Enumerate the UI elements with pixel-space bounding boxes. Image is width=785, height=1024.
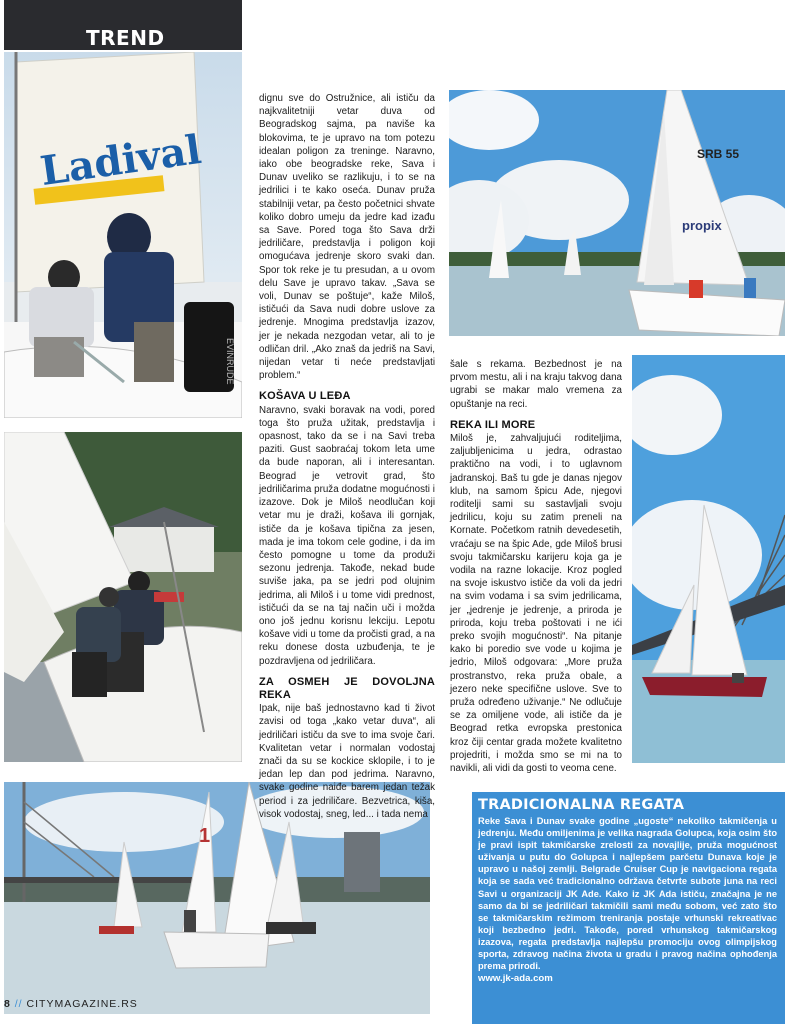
article-intro-paragraph: dignu sve do Ostružnice, ali ističu da najkvalitetniji vetar duva od Beogradskog sajma, pa naviše ka blokovima, te je upravo na tom potezu idealan poligon za treninge. Naravno, iako obe beogradske reke, Sava i Dunav uveliko se razlikuju, i to se na jedrilici i te kako oseća. Dunav pruža stabilniji vetar, pa često početnici shvate koliko dobro umeju da jedre kad izađu sa Save. Pored toga što Sava drži jedriličare, predstavlja i poligon koji omogućava jedrenje skoro svaki dan. Spor tok reke je tu presudan, a u ovom delu Save je upravo takav. „Sava se voli, Dunav se poštuje“, kaže Miloš, ističući da Sava nudi dobre uslove za jedrenje. Mnogima predstavlja izazov, jer je nekada nezgodan vetar, ali to je odličan dril. „Ako znaš da jedriš na Savi, nijedan vetar ti neće predstavljati problem.“ <box>259 93 435 382</box>
article-column-1 <box>259 92 435 821</box>
article-continuation-paragraph: šale s rekama. Bezbednost je na prvom mestu, ali i na kraju takvog dana ugrabi se makar malo vremena za opuštanje na reci. <box>450 359 622 410</box>
sail-brand-text: propix <box>682 218 722 233</box>
section-title: TREND <box>86 26 165 50</box>
footer-separator: // <box>14 998 23 1010</box>
regata-sidebar-box <box>472 792 785 1024</box>
page-number: 8 <box>4 998 11 1010</box>
regata-text: Reke Sava i Dunav svake godine „ugoste“ nekoliko takmičenja u jedrenju. Među omiljenima je velika nagrada Golupca, koja osim što je pravi ispit takmičarske zrelosti za novajlije, pruža mogućnost uživanja u putu do Golupca i najlepšem parčetu Dunava koje je upravo u našoj zemlji. Belgrade Cruiser Cup je navigaciona regata koja se sada već tradicionalno održava četvrte subote juna na reci Savi u organizaciji JK Ade. Kako iz JK Ada ističu, značajna je ne samo da bi se jedriličari takmičili sami među sobom, već zato što se takmičarskim režimom treniranja postaje vrhunski rekreativac koji bezbedno jedri. Takođe, pored vrhunskog takmičarskog izazova, regata predstavlja najlepšu promociju ovog olimpijskog sporta, zdravog načina života u gradu i pravog načina ophođenja prema prirodi. <box>478 816 777 972</box>
page-footer <box>4 998 138 1010</box>
photo-sailors-ladival <box>4 52 242 418</box>
engine-brand-text: EVINRUDE <box>225 338 235 385</box>
section-header <box>4 0 242 50</box>
heading-kosava: KOŠAVA U LEĐA <box>259 390 351 403</box>
photo-boat-bridge <box>632 355 785 763</box>
svg-text:1: 1 <box>199 825 211 847</box>
article-column-2 <box>450 358 622 775</box>
photo-boat-srb55 <box>449 90 785 336</box>
heading-osmeh: ZA OSMEH JE DOVOLJNA REKA <box>259 675 435 701</box>
article-more-paragraph: Miloš je, zahvaljujući roditeljima, zaljubljenicima u jedra, odrastao praktično na vodi, i to uglavnom jadranskoj. Baš tu gde je danas njegov klub, na samom špicu Ade, njegovi roditelji sami su sastavljali svoju jedrilicu, koju su zatim preneli na Kornate. Početkom ratnih devedesetih, vraćaju se na špic Ade, gde Miloš brusi svoju takmičarsku karijeru koja ga je vodila na razne lokacije. Kroz pogled na svoje iskustvo ističe da voli da jedri na svim vodama i sa svim jedrilicama, jer „jedrenje je jedrenje, a priroda je priroda, koju treba poštovati i ne ići preko svojih mogućnosti“. Na pitanje kako bi poredio sve vode u kojima je jedrio, Miloš odgovara: „More pruža prostranstvo, reka pruža obale, a jezero neke specifične uslove. Sve to pruža određeno uživanje.“ Ne odlučuje se za omiljene vode, ali ističe da je Beograd retka evropska prestonica kroz čiji centar grada možete kvalitetno projedriti, i možda smo se mi na to navikli, ali vidi da gosti to veoma cene. <box>450 433 622 775</box>
article-osmeh-paragraph: Ipak, nije baš jednostavno kad ti život zavisi od toga „kako vetar duva“, ali jedriličari ističu da sve to ima svoje čari. Kvalitetan vetar i normalan vodostaj znači da su se kockice sklopile, i to je jedan lep dan pod jedrima. Naravno, svake godine naiđe barem jedan težak period i za jedriličare. Bezvetrica, kiša, visok vodostaj, sneg, led... i tada nema <box>259 703 435 820</box>
photo-crew-hiking <box>4 432 242 762</box>
magazine-name: CITYMAGAZINE.RS <box>26 998 138 1010</box>
article-kosava-paragraph: Naravno, svaki boravak na vodi, pored toga što pruža užitak, predstavlja i opasnost, tako da se i na Savi treba paziti. Gust saobraćaj tokom leta ume da bude naporan, ali i interesantan. Beograd je vetrovit grad, što jedriličarima pruža dodatne mogućnosti i izazove. Dok je Miloš neodlučan koji vetar mu je draži, košava ili gornjak, ističe da je košava tipična za jesen, mada je ima tokom cele godine, i da im često pomogne u tome da produži sezonu jedrenja. Takođe, nekad bude suviše jaka, pa se jedri pod olujnim jedrima, ali Miloš i u tome vidi prednost, ističući da se na taj način uči i možda ono još jednu korisnu lekciju. Lepotu košave vidi u tome da pročisti grad, a na reku donese dosta uzbuđenja, te je pozdravljena od jedriličara. <box>259 404 435 667</box>
sail-number-text: SRB 55 <box>697 147 740 161</box>
heading-reka-ili-more: REKA ILI MORE <box>450 418 536 431</box>
regata-website-link[interactable]: www.jk-ada.com <box>478 973 553 985</box>
regata-title: TRADICIONALNA REGATA <box>478 797 685 813</box>
sail-logo-text: Ladival <box>37 125 205 195</box>
